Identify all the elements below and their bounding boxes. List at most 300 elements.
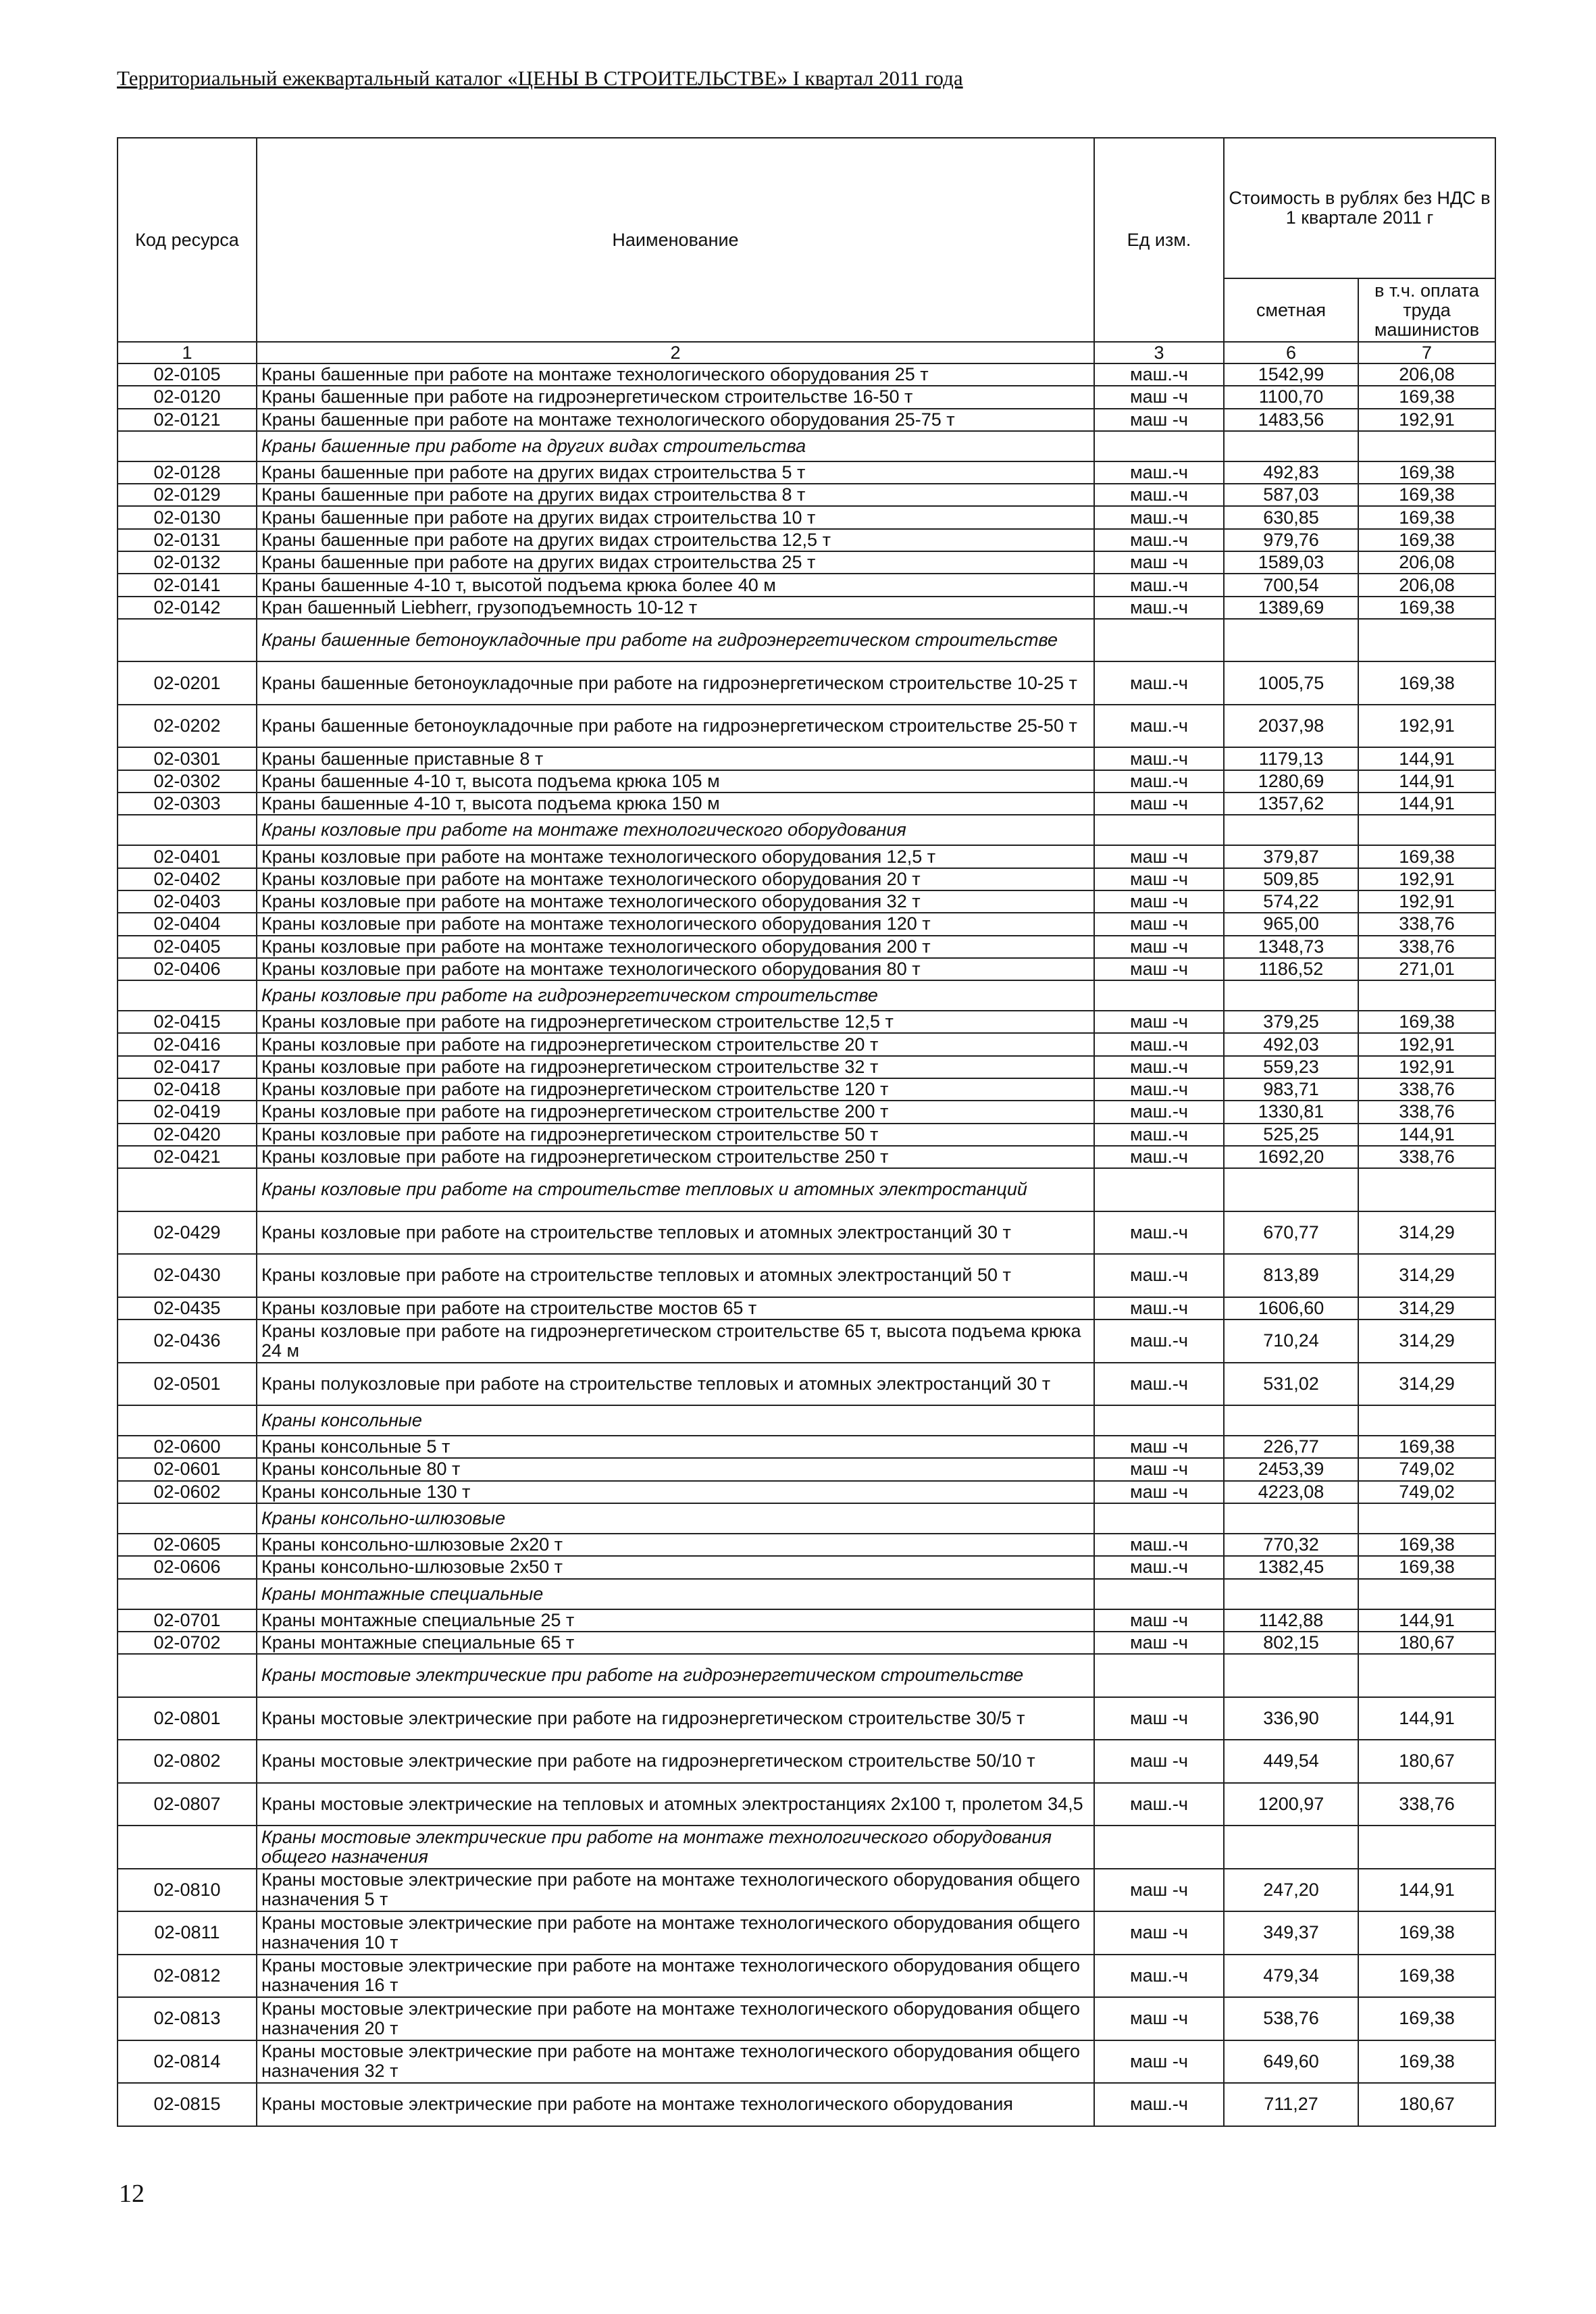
- resource-name: Краны мостовые электрические при работе на гидроэнергетическом строительстве 50/10 т: [257, 1740, 1094, 1783]
- estimated-cost: 1330,81: [1224, 1101, 1358, 1123]
- table-row: [118, 770, 1495, 793]
- unit-of-measure: маш -ч: [1094, 2040, 1224, 2084]
- resource-code: 02-0120: [118, 386, 257, 408]
- labor-cost: 169,38: [1358, 845, 1495, 867]
- resource-code: 02-0702: [118, 1632, 257, 1654]
- estimated-cost: 1280,69: [1224, 770, 1358, 793]
- resource-name: Краны мостовые электрические при работе на монтаже технологического оборудования общего назначения 16 т: [257, 1955, 1094, 1998]
- resource-code: 02-0420: [118, 1124, 257, 1146]
- resource-name: Краны мостовые электрические при работе на монтаже технологического оборудования: [257, 2083, 1094, 2126]
- table-row: [118, 1319, 1495, 1363]
- labor-cost: 144,91: [1358, 1609, 1495, 1632]
- labor-cost: 192,91: [1358, 1056, 1495, 1078]
- table-row: [118, 1363, 1495, 1406]
- labor-cost: 192,91: [1358, 409, 1495, 431]
- unit-of-measure: маш.-ч: [1094, 574, 1224, 596]
- resource-name: Краны мостовые электрические при работе на монтаже технологического оборудования общего назначения 10 т: [257, 1911, 1094, 1955]
- section-title: Краны козловые при работе на монтаже технологического оборудования: [257, 815, 1094, 845]
- estimated-cost: 1542,99: [1224, 363, 1358, 386]
- labor-cost: 206,08: [1358, 551, 1495, 574]
- resource-code: 02-0814: [118, 2040, 257, 2084]
- section-title: Краны козловые при работе на строительстве тепловых и атомных электростанций: [257, 1168, 1094, 1211]
- unit-of-measure: маш.-ч: [1094, 770, 1224, 793]
- section-estimated-cell: [1224, 1579, 1358, 1609]
- section-unit-cell: [1094, 815, 1224, 845]
- unit-of-measure: маш.-ч: [1094, 1211, 1224, 1255]
- estimated-cost: 509,85: [1224, 868, 1358, 890]
- resource-code: 02-0436: [118, 1319, 257, 1363]
- resource-code: 02-0105: [118, 363, 257, 386]
- table-row: [118, 1436, 1495, 1458]
- estimated-cost: 700,54: [1224, 574, 1358, 596]
- resource-code: 02-0201: [118, 661, 257, 705]
- estimated-cost: 449,54: [1224, 1740, 1358, 1783]
- labor-cost: 144,91: [1358, 747, 1495, 770]
- table-row: [118, 1011, 1495, 1033]
- section-title: Краны мостовые электрические при работе на гидроэнергетическом строительстве: [257, 1654, 1094, 1697]
- estimated-cost: 770,32: [1224, 1534, 1358, 1556]
- unit-of-measure: маш -ч: [1094, 868, 1224, 890]
- section-code-cell: [118, 1503, 257, 1534]
- section-title: Краны башенные при работе на других видах строительства: [257, 431, 1094, 461]
- section-estimated-cell: [1224, 1405, 1358, 1436]
- estimated-cost: 1142,88: [1224, 1609, 1358, 1632]
- section-row: [118, 1826, 1495, 1869]
- labor-cost: 338,76: [1358, 913, 1495, 935]
- table-body: [118, 363, 1495, 2126]
- column-number: 1: [118, 342, 257, 363]
- resource-name: Краны козловые при работе на гидроэнергетическом строительстве 12,5 т: [257, 1011, 1094, 1033]
- resource-name: Краны консольно-шлюзовые 2х20 т: [257, 1534, 1094, 1556]
- section-estimated-cell: [1224, 1826, 1358, 1869]
- section-code-cell: [118, 1826, 257, 1869]
- unit-of-measure: маш.-ч: [1094, 1297, 1224, 1319]
- resource-name: Кран башенный Liebherr, грузоподъемность 10-12 т: [257, 597, 1094, 619]
- resource-code: 02-0132: [118, 551, 257, 574]
- table-row: [118, 1609, 1495, 1632]
- section-row: [118, 1405, 1495, 1436]
- resource-name: Краны консольные 5 т: [257, 1436, 1094, 1458]
- unit-of-measure: маш -ч: [1094, 1436, 1224, 1458]
- labor-cost: 206,08: [1358, 574, 1495, 596]
- section-row: [118, 619, 1495, 662]
- labor-cost: 144,91: [1358, 1697, 1495, 1740]
- section-code-cell: [118, 1168, 257, 1211]
- resource-code: 02-0600: [118, 1436, 257, 1458]
- table-row: [118, 705, 1495, 748]
- section-title: Краны монтажные специальные: [257, 1579, 1094, 1609]
- estimated-cost: 711,27: [1224, 2083, 1358, 2126]
- resource-name: Краны козловые при работе на гидроэнергетическом строительстве 32 т: [257, 1056, 1094, 1078]
- labor-cost: 180,67: [1358, 1632, 1495, 1654]
- labor-cost: 338,76: [1358, 1146, 1495, 1168]
- unit-of-measure: маш -ч: [1094, 958, 1224, 980]
- estimated-cost: 670,77: [1224, 1211, 1358, 1255]
- unit-of-measure: маш -ч: [1094, 1997, 1224, 2040]
- section-labor-cell: [1358, 1826, 1495, 1869]
- resource-code: 02-0812: [118, 1955, 257, 1998]
- labor-cost: 192,91: [1358, 890, 1495, 913]
- labor-cost: 749,02: [1358, 1481, 1495, 1503]
- labor-cost: 314,29: [1358, 1254, 1495, 1297]
- table-row: [118, 1033, 1495, 1055]
- estimated-cost: 1389,69: [1224, 597, 1358, 619]
- labor-cost: 169,38: [1358, 661, 1495, 705]
- labor-cost: 144,91: [1358, 770, 1495, 793]
- resource-code: 02-0606: [118, 1556, 257, 1578]
- resource-name: Краны башенные при работе на других видах строительства 25 т: [257, 551, 1094, 574]
- labor-cost: 169,38: [1358, 1436, 1495, 1458]
- labor-cost: 169,38: [1358, 1997, 1495, 2040]
- resource-code: 02-0406: [118, 958, 257, 980]
- section-code-cell: [118, 815, 257, 845]
- resource-code: 02-0131: [118, 529, 257, 551]
- resource-code: 02-0142: [118, 597, 257, 619]
- section-row: [118, 1654, 1495, 1697]
- table-row: [118, 890, 1495, 913]
- labor-cost: 749,02: [1358, 1458, 1495, 1480]
- section-unit-cell: [1094, 980, 1224, 1011]
- resource-name: Краны башенные при работе на других видах строительства 12,5 т: [257, 529, 1094, 551]
- unit-of-measure: маш.-ч: [1094, 597, 1224, 619]
- section-labor-cell: [1358, 431, 1495, 461]
- resource-name: Краны башенные 4-10 т, высота подъема крюка 150 м: [257, 793, 1094, 815]
- section-estimated-cell: [1224, 815, 1358, 845]
- estimated-cost: 492,83: [1224, 461, 1358, 484]
- estimated-cost: 1692,20: [1224, 1146, 1358, 1168]
- section-labor-cell: [1358, 980, 1495, 1011]
- resource-name: Краны козловые при работе на монтаже технологического оборудования 32 т: [257, 890, 1094, 913]
- resource-name: Краны козловые при работе на строительстве тепловых и атомных электростанций 30 т: [257, 1211, 1094, 1255]
- resource-code: 02-0129: [118, 484, 257, 506]
- column-number: 6: [1224, 342, 1358, 363]
- table-row: [118, 1124, 1495, 1146]
- resource-name: Краны монтажные специальные 25 т: [257, 1609, 1094, 1632]
- resource-code: 02-0416: [118, 1033, 257, 1055]
- unit-of-measure: маш -ч: [1094, 936, 1224, 958]
- labor-cost: 180,67: [1358, 1740, 1495, 1783]
- header-estimated: сметная: [1224, 278, 1358, 342]
- unit-of-measure: маш -ч: [1094, 845, 1224, 867]
- unit-of-measure: маш -ч: [1094, 1697, 1224, 1740]
- estimated-cost: 1200,97: [1224, 1783, 1358, 1826]
- section-row: [118, 980, 1495, 1011]
- section-row: [118, 815, 1495, 845]
- resource-name: Краны козловые при работе на монтаже технологического оборудования 80 т: [257, 958, 1094, 980]
- resource-name: Краны козловые при работе на строительстве тепловых и атомных электростанций 50 т: [257, 1254, 1094, 1297]
- resource-name: Краны башенные при работе на монтаже технологического оборудования 25 т: [257, 363, 1094, 386]
- section-code-cell: [118, 980, 257, 1011]
- estimated-cost: 1357,62: [1224, 793, 1358, 815]
- labor-cost: 338,76: [1358, 936, 1495, 958]
- section-unit-cell: [1094, 1405, 1224, 1436]
- resource-code: 02-0815: [118, 2083, 257, 2126]
- resource-name: Краны башенные приставные 8 т: [257, 747, 1094, 770]
- labor-cost: 169,38: [1358, 484, 1495, 506]
- section-unit-cell: [1094, 1826, 1224, 1869]
- table-row: [118, 1458, 1495, 1480]
- unit-of-measure: маш.-ч: [1094, 1101, 1224, 1123]
- estimated-cost: 525,25: [1224, 1124, 1358, 1146]
- labor-cost: 144,91: [1358, 1869, 1495, 1912]
- unit-of-measure: маш.-ч: [1094, 1124, 1224, 1146]
- labor-cost: 314,29: [1358, 1211, 1495, 1255]
- estimated-cost: 1186,52: [1224, 958, 1358, 980]
- table-row: [118, 1056, 1495, 1078]
- unit-of-measure: маш.-ч: [1094, 506, 1224, 528]
- unit-of-measure: маш.-ч: [1094, 1146, 1224, 1168]
- resource-name: Краны мостовые электрические при работе на монтаже технологического оборудования общего назначения 20 т: [257, 1997, 1094, 2040]
- labor-cost: 169,38: [1358, 461, 1495, 484]
- labor-cost: 169,38: [1358, 1911, 1495, 1955]
- resource-code: 02-0404: [118, 913, 257, 935]
- table-row: [118, 1254, 1495, 1297]
- table-row: [118, 1632, 1495, 1654]
- table-row: [118, 958, 1495, 980]
- unit-of-measure: маш.-ч: [1094, 1556, 1224, 1578]
- resource-code: 02-0701: [118, 1609, 257, 1632]
- estimated-cost: 1589,03: [1224, 551, 1358, 574]
- unit-of-measure: маш.-ч: [1094, 1363, 1224, 1406]
- estimated-cost: 983,71: [1224, 1078, 1358, 1101]
- resource-code: 02-0121: [118, 409, 257, 431]
- resource-name: Краны монтажные специальные 65 т: [257, 1632, 1094, 1654]
- resource-name: Краны башенные бетоноукладочные при работе на гидроэнергетическом строительстве 10-25 т: [257, 661, 1094, 705]
- header-name: Наименование: [257, 138, 1094, 342]
- resource-code: 02-0403: [118, 890, 257, 913]
- resource-code: 02-0141: [118, 574, 257, 596]
- section-unit-cell: [1094, 619, 1224, 662]
- table-row: [118, 551, 1495, 574]
- resource-name: Краны полукозловые при работе на строительстве тепловых и атомных электростанций 30 т: [257, 1363, 1094, 1406]
- section-code-cell: [118, 619, 257, 662]
- unit-of-measure: маш.-ч: [1094, 529, 1224, 551]
- estimated-cost: 226,77: [1224, 1436, 1358, 1458]
- estimated-cost: 559,23: [1224, 1056, 1358, 1078]
- unit-of-measure: маш -ч: [1094, 1609, 1224, 1632]
- resource-code: 02-0401: [118, 845, 257, 867]
- resource-name: Краны козловые при работе на монтаже технологического оборудования 200 т: [257, 936, 1094, 958]
- resource-name: Краны консольные 80 т: [257, 1458, 1094, 1480]
- table-row: [118, 461, 1495, 484]
- table-row: [118, 845, 1495, 867]
- section-title: Краны консольно-шлюзовые: [257, 1503, 1094, 1534]
- estimated-cost: 630,85: [1224, 506, 1358, 528]
- labor-cost: 314,29: [1358, 1297, 1495, 1319]
- estimated-cost: 979,76: [1224, 529, 1358, 551]
- unit-of-measure: маш.-ч: [1094, 2083, 1224, 2126]
- table-row: [118, 1101, 1495, 1123]
- unit-of-measure: маш -ч: [1094, 1458, 1224, 1480]
- estimated-cost: 379,87: [1224, 845, 1358, 867]
- labor-cost: 192,91: [1358, 1033, 1495, 1055]
- table-row: [118, 506, 1495, 528]
- estimated-cost: 247,20: [1224, 1869, 1358, 1912]
- resource-name: Краны козловые при работе на гидроэнергетическом строительстве 120 т: [257, 1078, 1094, 1101]
- unit-of-measure: маш -ч: [1094, 1011, 1224, 1033]
- resource-name: Краны козловые при работе на гидроэнергетическом строительстве 50 т: [257, 1124, 1094, 1146]
- unit-of-measure: маш.-ч: [1094, 461, 1224, 484]
- labor-cost: 314,29: [1358, 1319, 1495, 1363]
- unit-of-measure: маш.-ч: [1094, 1056, 1224, 1078]
- table-row: [118, 409, 1495, 431]
- section-row: [118, 1168, 1495, 1211]
- table-row: [118, 2083, 1495, 2126]
- table-row: [118, 386, 1495, 408]
- unit-of-measure: маш.-ч: [1094, 1319, 1224, 1363]
- resource-code: 02-0813: [118, 1997, 257, 2040]
- unit-of-measure: маш -ч: [1094, 1481, 1224, 1503]
- estimated-cost: 1179,13: [1224, 747, 1358, 770]
- section-unit-cell: [1094, 1503, 1224, 1534]
- table-row: [118, 747, 1495, 770]
- column-number: 2: [257, 342, 1094, 363]
- resource-name: Краны башенные при работе на гидроэнергетическом строительстве 16-50 т: [257, 386, 1094, 408]
- table-row: [118, 574, 1495, 596]
- page-number: 12: [119, 2180, 145, 2208]
- estimated-cost: 1005,75: [1224, 661, 1358, 705]
- table-row: [118, 1955, 1495, 1998]
- resource-name: Краны башенные бетоноукладочные при работе на гидроэнергетическом строительстве 25-50 т: [257, 705, 1094, 748]
- resource-name: Краны козловые при работе на монтаже технологического оборудования 12,5 т: [257, 845, 1094, 867]
- unit-of-measure: маш.-ч: [1094, 661, 1224, 705]
- resource-name: Краны консольные 130 т: [257, 1481, 1094, 1503]
- labor-cost: 144,91: [1358, 1124, 1495, 1146]
- unit-of-measure: маш.-ч: [1094, 747, 1224, 770]
- table-row: [118, 1869, 1495, 1912]
- unit-of-measure: маш.-ч: [1094, 363, 1224, 386]
- resource-code: 02-0811: [118, 1911, 257, 1955]
- resource-name: Краны консольно-шлюзовые 2х50 т: [257, 1556, 1094, 1578]
- section-row: [118, 1579, 1495, 1609]
- header-cost: Стоимость в рублях без НДС в 1 квартале 2011 г: [1224, 138, 1495, 278]
- table-row: [118, 1911, 1495, 1955]
- section-code-cell: [118, 1654, 257, 1697]
- labor-cost: 169,38: [1358, 1556, 1495, 1578]
- unit-of-measure: маш.-ч: [1094, 1783, 1224, 1826]
- resource-code: 02-0801: [118, 1697, 257, 1740]
- section-title: Краны башенные бетоноукладочные при работе на гидроэнергетическом строительстве: [257, 619, 1094, 662]
- labor-cost: 314,29: [1358, 1363, 1495, 1406]
- estimated-cost: 492,03: [1224, 1033, 1358, 1055]
- header-unit: Ед изм.: [1094, 138, 1224, 342]
- estimated-cost: 1382,45: [1224, 1556, 1358, 1578]
- header-code: Код ресурса: [118, 138, 257, 342]
- section-title: Краны консольные: [257, 1405, 1094, 1436]
- unit-of-measure: маш -ч: [1094, 551, 1224, 574]
- estimated-cost: 649,60: [1224, 2040, 1358, 2084]
- estimated-cost: 802,15: [1224, 1632, 1358, 1654]
- estimated-cost: 4223,08: [1224, 1481, 1358, 1503]
- estimated-cost: 2453,39: [1224, 1458, 1358, 1480]
- column-number: 3: [1094, 342, 1224, 363]
- section-labor-cell: [1358, 1168, 1495, 1211]
- header-labor: в т.ч. оплата труда машинистов: [1358, 278, 1495, 342]
- labor-cost: 169,38: [1358, 386, 1495, 408]
- table-row: [118, 1697, 1495, 1740]
- column-numbers-row: [118, 342, 1495, 363]
- unit-of-measure: маш -ч: [1094, 409, 1224, 431]
- section-code-cell: [118, 1579, 257, 1609]
- estimated-cost: 1606,60: [1224, 1297, 1358, 1319]
- estimated-cost: 813,89: [1224, 1254, 1358, 1297]
- section-labor-cell: [1358, 1654, 1495, 1697]
- estimated-cost: 379,25: [1224, 1011, 1358, 1033]
- section-estimated-cell: [1224, 431, 1358, 461]
- table-row: [118, 1997, 1495, 2040]
- resource-name: Краны мостовые электрические на тепловых и атомных электростанциях 2х100 т, пролетом 34,5: [257, 1783, 1094, 1826]
- unit-of-measure: маш -ч: [1094, 913, 1224, 935]
- resource-code: 02-0402: [118, 868, 257, 890]
- unit-of-measure: маш -ч: [1094, 1740, 1224, 1783]
- resource-name: Краны башенные при работе на других видах строительства 8 т: [257, 484, 1094, 506]
- resource-code: 02-0605: [118, 1534, 257, 1556]
- unit-of-measure: маш -ч: [1094, 1632, 1224, 1654]
- labor-cost: 169,38: [1358, 2040, 1495, 2084]
- unit-of-measure: маш -ч: [1094, 1911, 1224, 1955]
- resource-code: 02-0435: [118, 1297, 257, 1319]
- table-row: [118, 2040, 1495, 2084]
- resource-code: 02-0202: [118, 705, 257, 748]
- labor-cost: 169,38: [1358, 1534, 1495, 1556]
- estimated-cost: 479,34: [1224, 1955, 1358, 1998]
- unit-of-measure: маш -ч: [1094, 793, 1224, 815]
- section-labor-cell: [1358, 619, 1495, 662]
- estimated-cost: 1100,70: [1224, 386, 1358, 408]
- section-labor-cell: [1358, 1405, 1495, 1436]
- section-estimated-cell: [1224, 619, 1358, 662]
- section-row: [118, 431, 1495, 461]
- resource-code: 02-0429: [118, 1211, 257, 1255]
- section-unit-cell: [1094, 1579, 1224, 1609]
- column-number: 7: [1358, 342, 1495, 363]
- resource-name: Краны башенные 4-10 т, высотой подъема крюка более 40 м: [257, 574, 1094, 596]
- section-row: [118, 1503, 1495, 1534]
- resource-name: Краны козловые при работе на монтаже технологического оборудования 20 т: [257, 868, 1094, 890]
- resource-code: 02-0601: [118, 1458, 257, 1480]
- resource-code: 02-0501: [118, 1363, 257, 1406]
- labor-cost: 169,38: [1358, 506, 1495, 528]
- section-unit-cell: [1094, 1654, 1224, 1697]
- labor-cost: 206,08: [1358, 363, 1495, 386]
- resource-name: Краны козловые при работе на гидроэнергетическом строительстве 65 т, высота подъема крюка 24 м: [257, 1319, 1094, 1363]
- section-estimated-cell: [1224, 1654, 1358, 1697]
- estimated-cost: 1483,56: [1224, 409, 1358, 431]
- resource-name: Краны козловые при работе на монтаже технологического оборудования 120 т: [257, 913, 1094, 935]
- resource-code: 02-0807: [118, 1783, 257, 1826]
- labor-cost: 169,38: [1358, 1955, 1495, 1998]
- resource-code: 02-0415: [118, 1011, 257, 1033]
- unit-of-measure: маш.-ч: [1094, 1955, 1224, 1998]
- estimated-cost: 574,22: [1224, 890, 1358, 913]
- estimated-cost: 336,90: [1224, 1697, 1358, 1740]
- resource-name: Краны башенные при работе на монтаже технологического оборудования 25-75 т: [257, 409, 1094, 431]
- resource-code: 02-0810: [118, 1869, 257, 1912]
- estimated-cost: 531,02: [1224, 1363, 1358, 1406]
- labor-cost: 338,76: [1358, 1078, 1495, 1101]
- resource-name: Краны башенные при работе на других видах строительства 5 т: [257, 461, 1094, 484]
- section-title: Краны мостовые электрические при работе на монтаже технологического оборудования общего назначения: [257, 1826, 1094, 1869]
- resource-name: Краны козловые при работе на гидроэнергетическом строительстве 200 т: [257, 1101, 1094, 1123]
- section-labor-cell: [1358, 1579, 1495, 1609]
- resource-code: 02-0421: [118, 1146, 257, 1168]
- resource-code: 02-0802: [118, 1740, 257, 1783]
- estimated-cost: 965,00: [1224, 913, 1358, 935]
- unit-of-measure: маш -ч: [1094, 386, 1224, 408]
- unit-of-measure: маш.-ч: [1094, 705, 1224, 748]
- section-estimated-cell: [1224, 1168, 1358, 1211]
- table-row: [118, 1556, 1495, 1578]
